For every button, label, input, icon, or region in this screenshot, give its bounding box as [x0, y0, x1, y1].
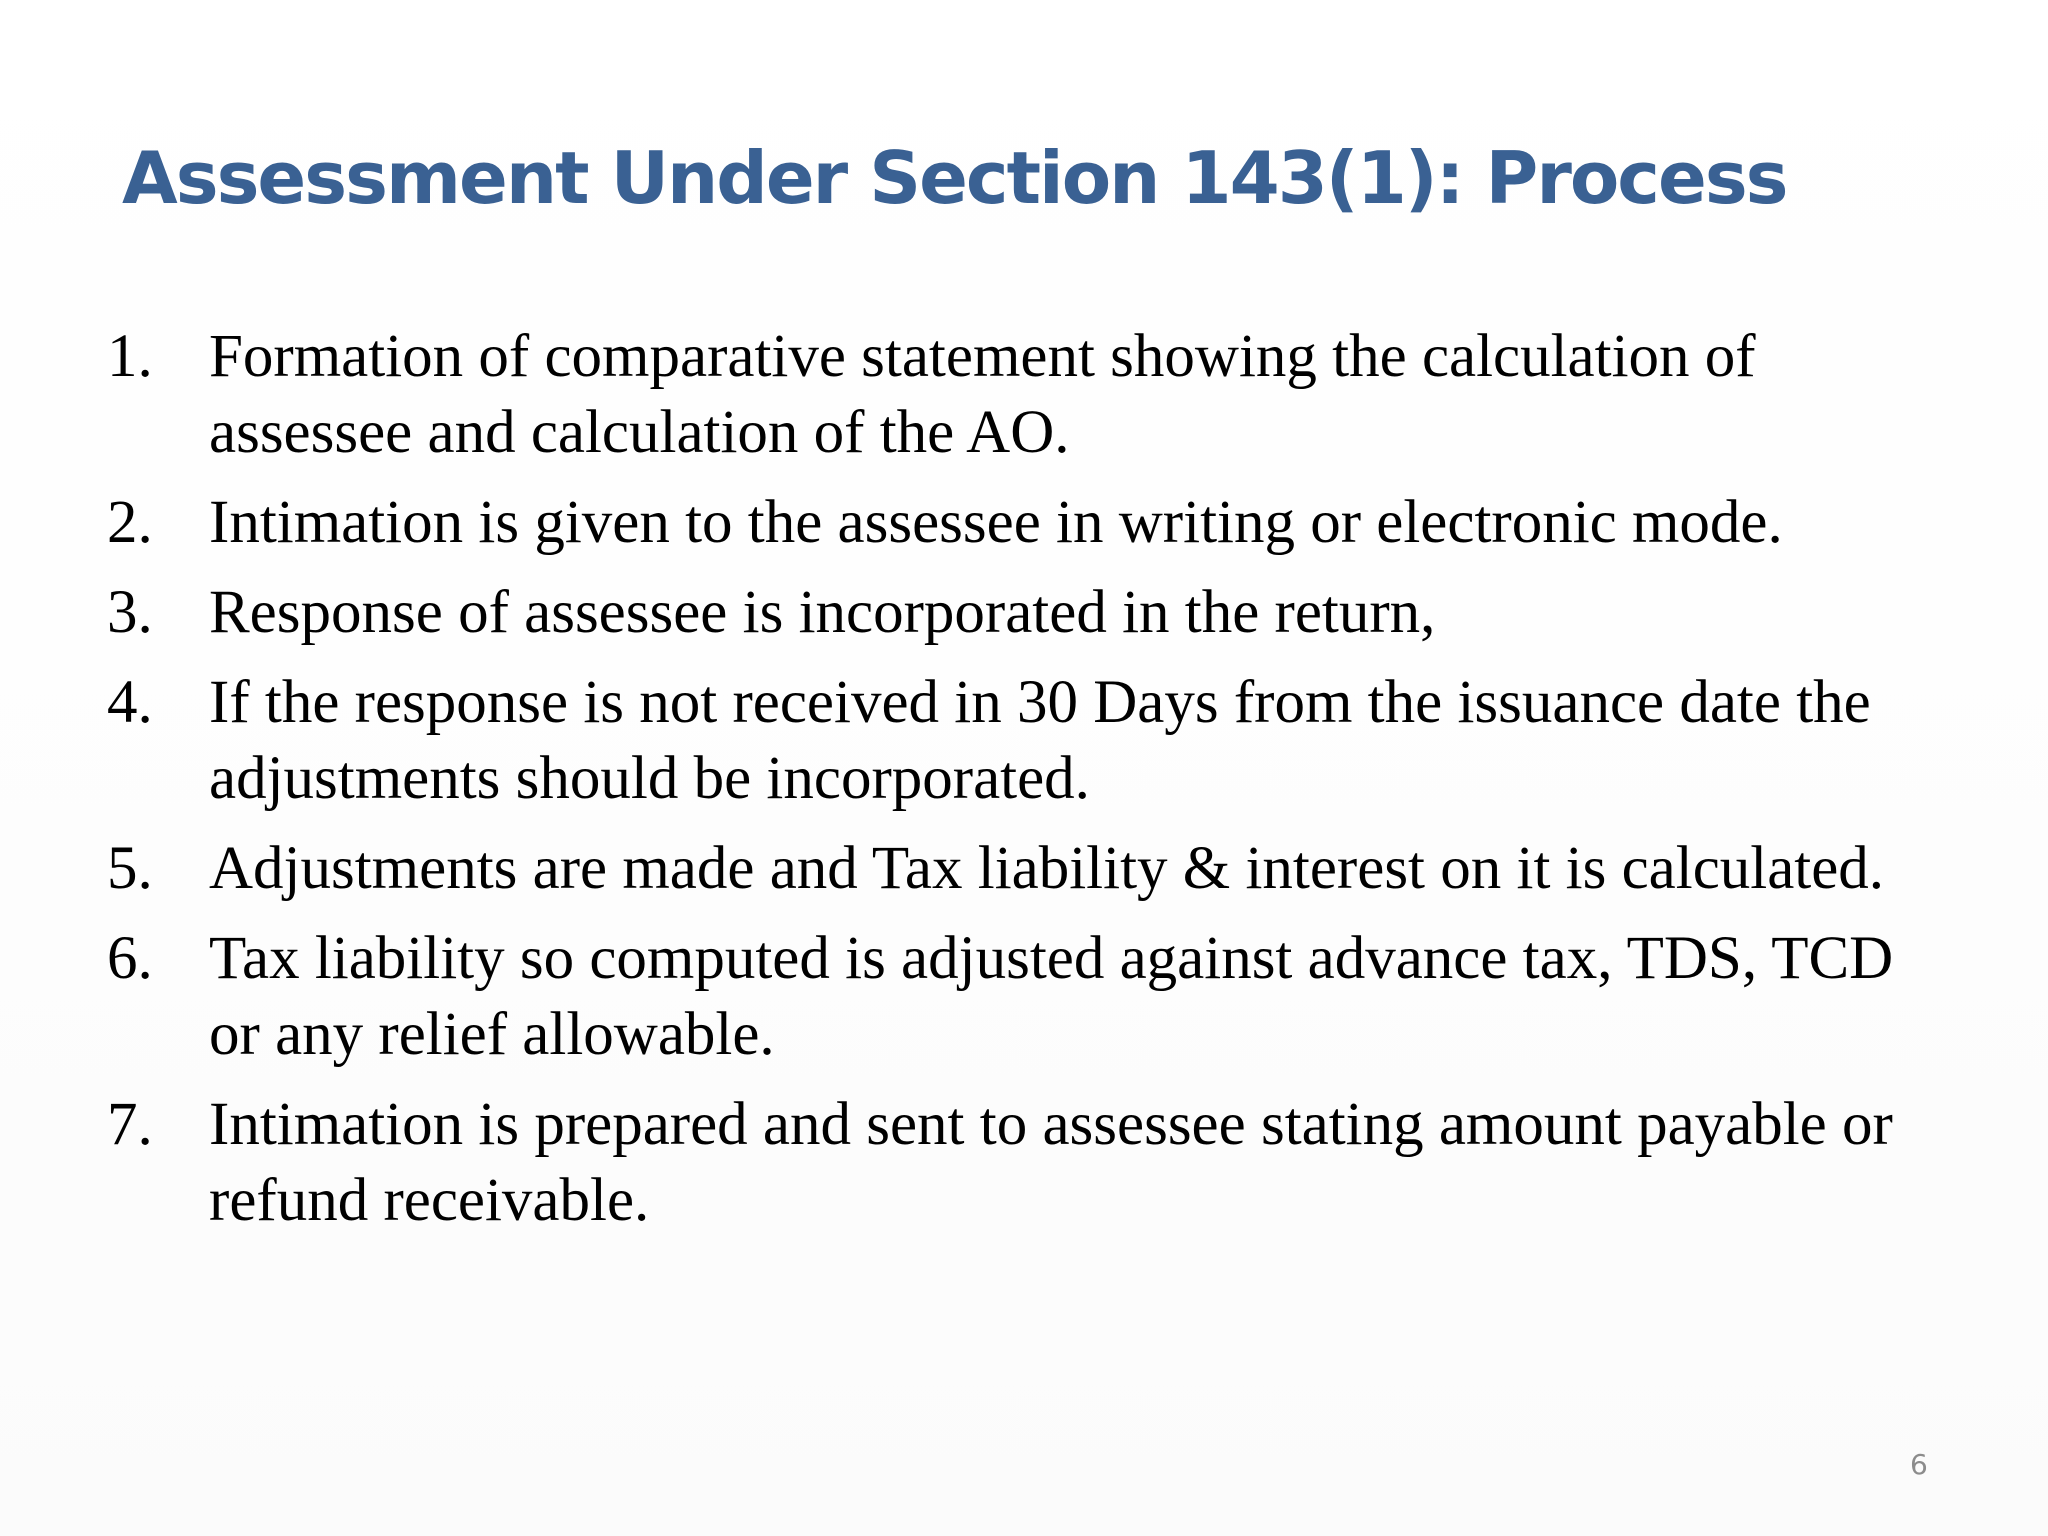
list-item-line: Adjustments are made and Tax liability & interest on it is calculated. — [209, 835, 1885, 902]
list-item-line: refund receivable. — [209, 1167, 650, 1234]
list-item-number: 1. — [107, 323, 153, 390]
list-item — [0, 319, 2048, 471]
list-item-line: or any relief allowable. — [209, 1001, 775, 1068]
list-item — [0, 831, 2048, 907]
process-steps-list — [0, 319, 2048, 1253]
list-item-number: 2. — [107, 489, 153, 556]
list-item-line: Intimation is given to the assessee in writing or electronic mode. — [209, 489, 1783, 556]
list-item-line: adjustments should be incorporated. — [209, 745, 1090, 812]
list-item-number: 5. — [107, 835, 153, 902]
list-item — [0, 485, 2048, 561]
list-item — [0, 575, 2048, 651]
list-item-line: Tax liability so computed is adjusted against advance tax, TDS, TCD — [209, 925, 1894, 992]
list-item-line: Response of assessee is incorporated in the return, — [209, 579, 1436, 646]
page-number: 6 — [1910, 1448, 1928, 1481]
list-item-number: 7. — [107, 1091, 153, 1158]
list-item-line: assessee and calculation of the AO. — [209, 399, 1070, 466]
list-item — [0, 921, 2048, 1073]
list-item-line: If the response is not received in 30 Days from the issuance date the — [209, 669, 1871, 736]
list-item-number: 6. — [107, 925, 153, 992]
list-item-line: Formation of comparative statement showing the calculation of — [209, 323, 1756, 390]
list-item — [0, 665, 2048, 817]
list-item-line: Intimation is prepared and sent to assessee stating amount payable or — [209, 1091, 1893, 1158]
slide-title: Assessment Under Section 143(1): Process — [122, 136, 1787, 220]
list-item — [0, 1087, 2048, 1239]
list-item-number: 3. — [107, 579, 153, 646]
list-item-number: 4. — [107, 669, 153, 736]
